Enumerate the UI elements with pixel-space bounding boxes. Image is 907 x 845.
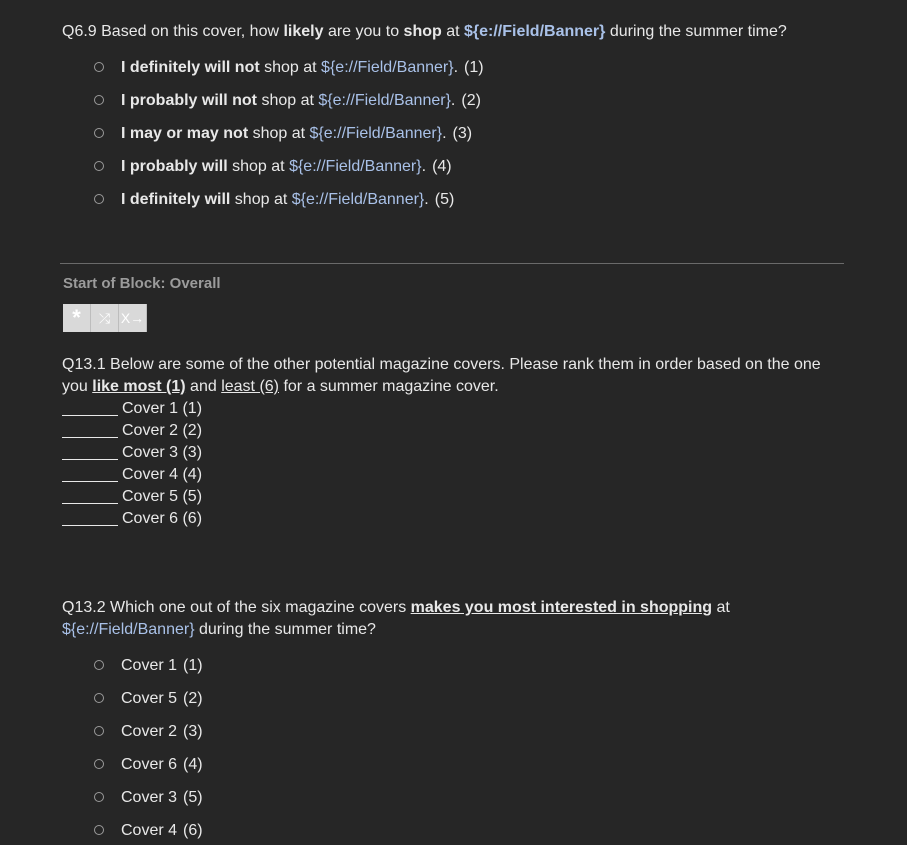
piped-field: ${e://Field/Banner} (464, 23, 606, 40)
q13-2-option-4[interactable]: Cover 6 (4) (94, 754, 203, 776)
block-title: Start of Block: Overall (63, 275, 221, 292)
q6-9-question: Q6.9 Based on this cover, how likely are you to shop at ${e://Field/Banner} during the summer time? (62, 23, 787, 40)
rank-item[interactable]: Cover 3 (3) (62, 442, 202, 464)
q13-1-question: Q13.1 Below are some of the other potential magazine covers. Please rank them in order based on the one you like most (1) and least (6) for a summer magazine cover. (62, 356, 821, 395)
q13-2-option-5[interactable]: Cover 3 (5) (94, 787, 203, 809)
radio-button[interactable] (94, 161, 104, 171)
rank-item[interactable]: Cover 2 (2) (62, 420, 202, 442)
rank-input[interactable] (62, 508, 118, 526)
radio-button[interactable] (94, 759, 104, 769)
q13-2-question: Q13.2 Which one out of the six magazine covers makes you most interested in shopping at ${e://Field/Banner} during the summer time? (62, 599, 730, 638)
q13-2-option-2[interactable]: Cover 5 (2) (94, 688, 203, 710)
q6-9-option-2[interactable]: I probably will not shop at ${e://Field/Banner}. (2) (94, 90, 481, 112)
question-label: Q6.9 (62, 23, 97, 40)
radio-button[interactable] (94, 62, 104, 72)
piped-field: ${e://Field/Banner} (291, 191, 425, 208)
q13-2-option-6[interactable]: Cover 4 (6) (94, 820, 203, 842)
radio-button[interactable] (94, 194, 104, 204)
rank-input[interactable] (62, 464, 118, 482)
radio-button[interactable] (94, 128, 104, 138)
q6-9-option-3[interactable]: I may or may not shop at ${e://Field/Banner}. (3) (94, 123, 472, 145)
q13-2-option-1[interactable]: Cover 1 (1) (94, 655, 203, 677)
rank-item[interactable]: Cover 5 (5) (62, 486, 202, 508)
q6-9-option-5[interactable]: I definitely will shop at ${e://Field/Banner}. (5) (94, 189, 454, 211)
piped-field: ${e://Field/Banner} (289, 158, 422, 175)
radio-button[interactable] (94, 792, 104, 802)
q6-9-option-4[interactable]: I probably will shop at ${e://Field/Banner}. (4) (94, 156, 452, 178)
rank-item[interactable]: Cover 6 (6) (62, 508, 202, 530)
x-arrow-icon[interactable]: X→ (119, 304, 147, 332)
block-toolbar (63, 304, 147, 332)
rank-input[interactable] (62, 486, 118, 504)
asterisk-icon[interactable]: * (63, 304, 91, 332)
shuffle-icon[interactable]: ⤮ (91, 304, 119, 332)
radio-button[interactable] (94, 95, 104, 105)
rank-item[interactable]: Cover 4 (4) (62, 464, 202, 486)
radio-button[interactable] (94, 660, 104, 670)
question-label: Q13.2 (62, 599, 106, 616)
piped-field: ${e://Field/Banner} (62, 621, 195, 638)
q13-2-option-3[interactable]: Cover 2 (3) (94, 721, 203, 743)
q6-9-option-1[interactable]: I definitely will not shop at ${e://Field/Banner}. (1) (94, 57, 484, 79)
rank-input[interactable] (62, 398, 118, 416)
block-divider (60, 263, 844, 264)
rank-input[interactable] (62, 442, 118, 460)
radio-button[interactable] (94, 726, 104, 736)
rank-item[interactable]: Cover 1 (1) (62, 398, 202, 420)
rank-input[interactable] (62, 420, 118, 438)
radio-button[interactable] (94, 693, 104, 703)
piped-field: ${e://Field/Banner} (318, 92, 451, 109)
radio-button[interactable] (94, 825, 104, 835)
piped-field: ${e://Field/Banner} (309, 125, 443, 142)
question-label: Q13.1 (62, 356, 106, 373)
piped-field: ${e://Field/Banner} (321, 59, 454, 76)
